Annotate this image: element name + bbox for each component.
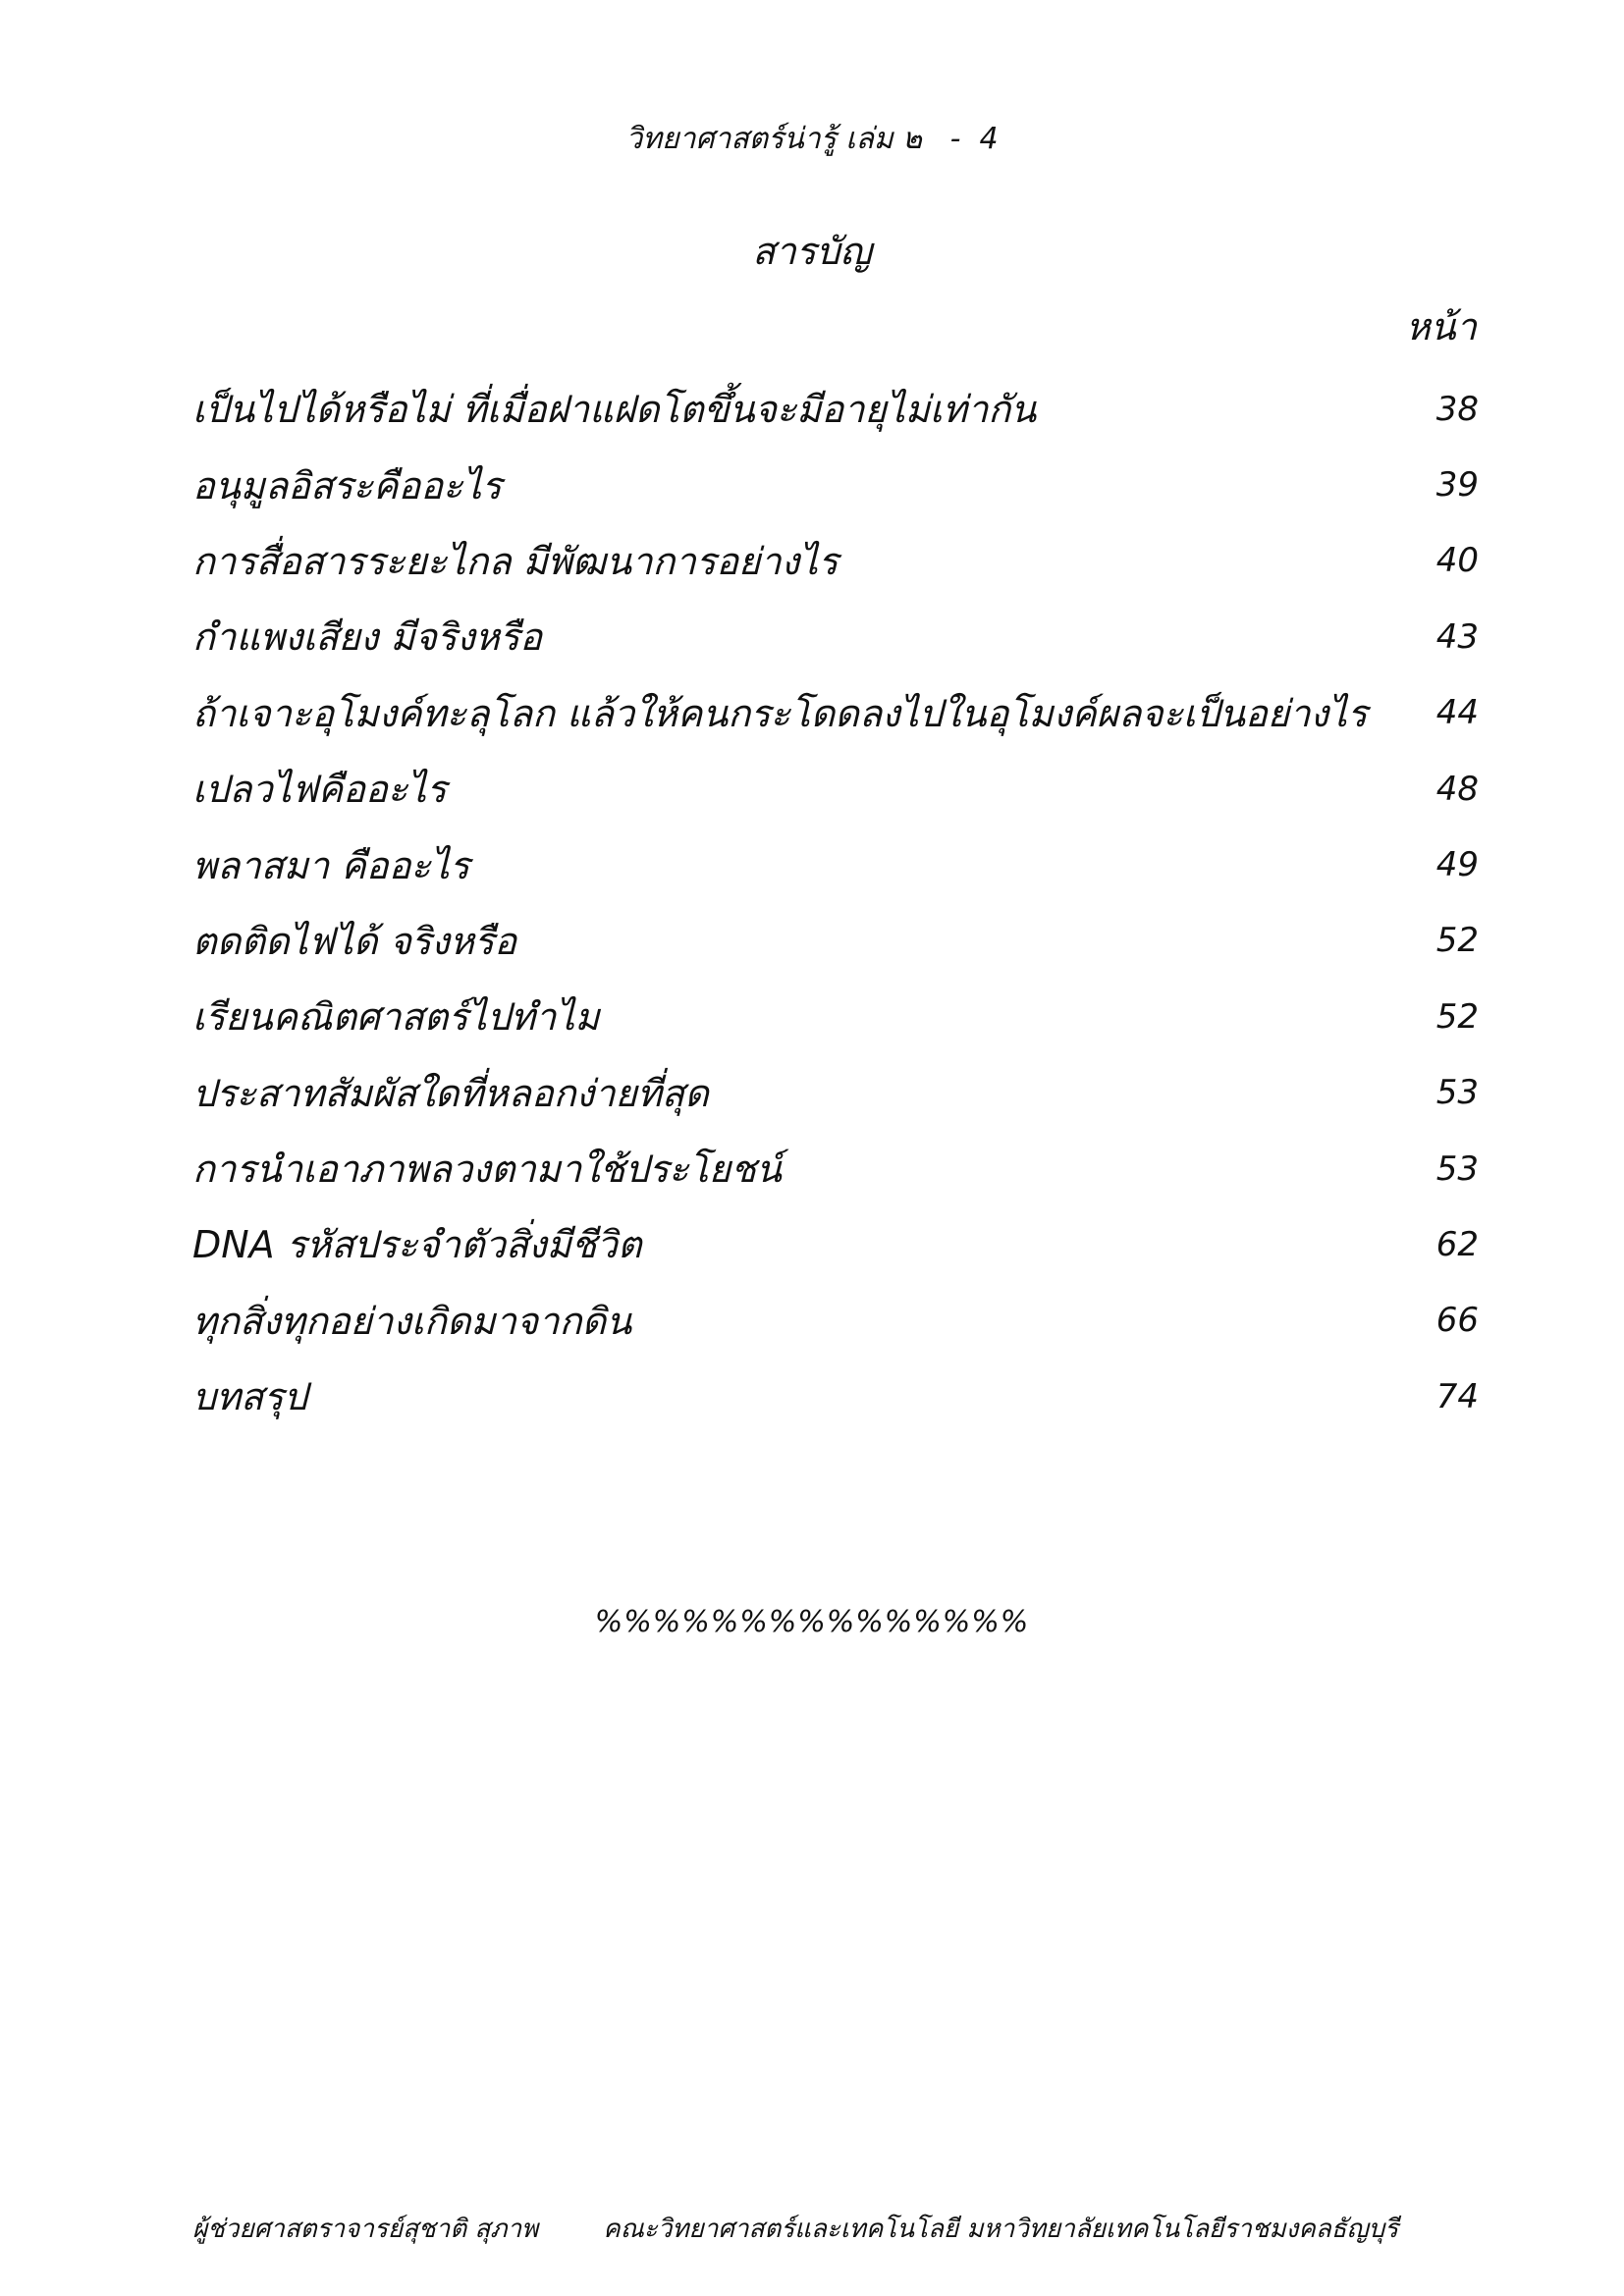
toc-entry-page: 40 [1435,541,1479,581]
toc-entry[interactable] [192,447,1479,522]
toc-entry[interactable] [192,751,1479,827]
toc-entry-page: 52 [1435,996,1479,1037]
toc-entry-page: 66 [1435,1301,1479,1341]
toc-entry[interactable] [192,1131,1479,1206]
running-header: วิทยาศาสตร์น่ารู้ เล่ม ๒ - 4 [625,122,999,156]
toc-entry-page: 52 [1435,921,1479,961]
toc-entry-title: การสื่อสารระยะไกล มีพัฒนาการอย่างไร [192,539,839,583]
toc-entry[interactable] [192,675,1479,751]
toc-entry[interactable] [192,599,1479,674]
table-of-contents [192,371,1479,1434]
toc-entry-page: 74 [1435,1376,1479,1416]
toc-entry-title: กำแพงเสียง มีจริงหรือ [192,615,543,660]
toc-entry[interactable] [192,979,1479,1054]
toc-entry-title: DNA รหัสประจำตัวสิ่งมีชีวิต [192,1223,642,1267]
toc-entry-title: ถ้าเจาะอุโมงค์ทะลุโลก แล้วให้คนกระโดดลงไปในอุโมงค์ผลจะเป็นอย่างไร [192,691,1368,735]
section-separator: %%%%%%%%%%%%%%% [594,1605,1030,1639]
toc-entry[interactable] [192,1206,1479,1282]
toc-entry-title: บทสรุป [192,1375,307,1419]
toc-entry-title: เป็นไปได้หรือไม่ ที่เมื่อฝาแฝดโตขึ้นจะมีอายุไม่เท่ากัน [192,388,1037,432]
toc-entry-title: พลาสมา คืออะไร [192,843,470,887]
toc-entry[interactable] [192,1283,1479,1359]
toc-entry-page: 43 [1435,616,1479,657]
toc-entry[interactable] [192,371,1479,447]
toc-entry[interactable] [192,1055,1479,1131]
toc-entry[interactable] [192,1359,1479,1434]
toc-entry-title: เปลวไฟคืออะไร [192,768,447,812]
toc-entry-title: ตดติดไฟได้ จริงหรือ [192,919,517,963]
toc-entry-page: 53 [1435,1148,1479,1189]
page-column-label: หน้า [1405,305,1477,348]
page-footer: ผู้ช่วยศาสตราจารย์สุชาติ สุภาพ คณะวิทยาศาสตร์และเทคโนโลยี มหาวิทยาลัยเทคโนโลยีราชมงคลธัญบุรี [192,2215,1399,2244]
toc-entry-title: อนุมูลอิสระคืออะไร [192,463,502,507]
page-title: สารบัญ [752,230,872,273]
toc-entry-title: ประสาทสัมผัสใดที่หลอกง่ายที่สุด [192,1071,709,1115]
toc-entry-page: 49 [1435,845,1479,885]
toc-entry-page: 44 [1435,693,1479,733]
toc-entry-page: 62 [1435,1224,1479,1264]
toc-entry[interactable] [192,523,1479,599]
toc-entry-page: 39 [1435,465,1479,506]
toc-entry[interactable] [192,903,1479,979]
toc-entry[interactable] [192,827,1479,902]
toc-entry-page: 48 [1435,769,1479,809]
toc-entry-title: เรียนคณิตศาสตร์ไปทำไม [192,995,600,1040]
toc-entry-page: 38 [1435,389,1479,429]
toc-entry-title: ทุกสิ่งทุกอย่างเกิดมาจากดิน [192,1299,632,1343]
toc-entry-page: 53 [1435,1073,1479,1113]
toc-entry-title: การนำเอาภาพลวงตามาใช้ประโยชน์ [192,1148,782,1192]
